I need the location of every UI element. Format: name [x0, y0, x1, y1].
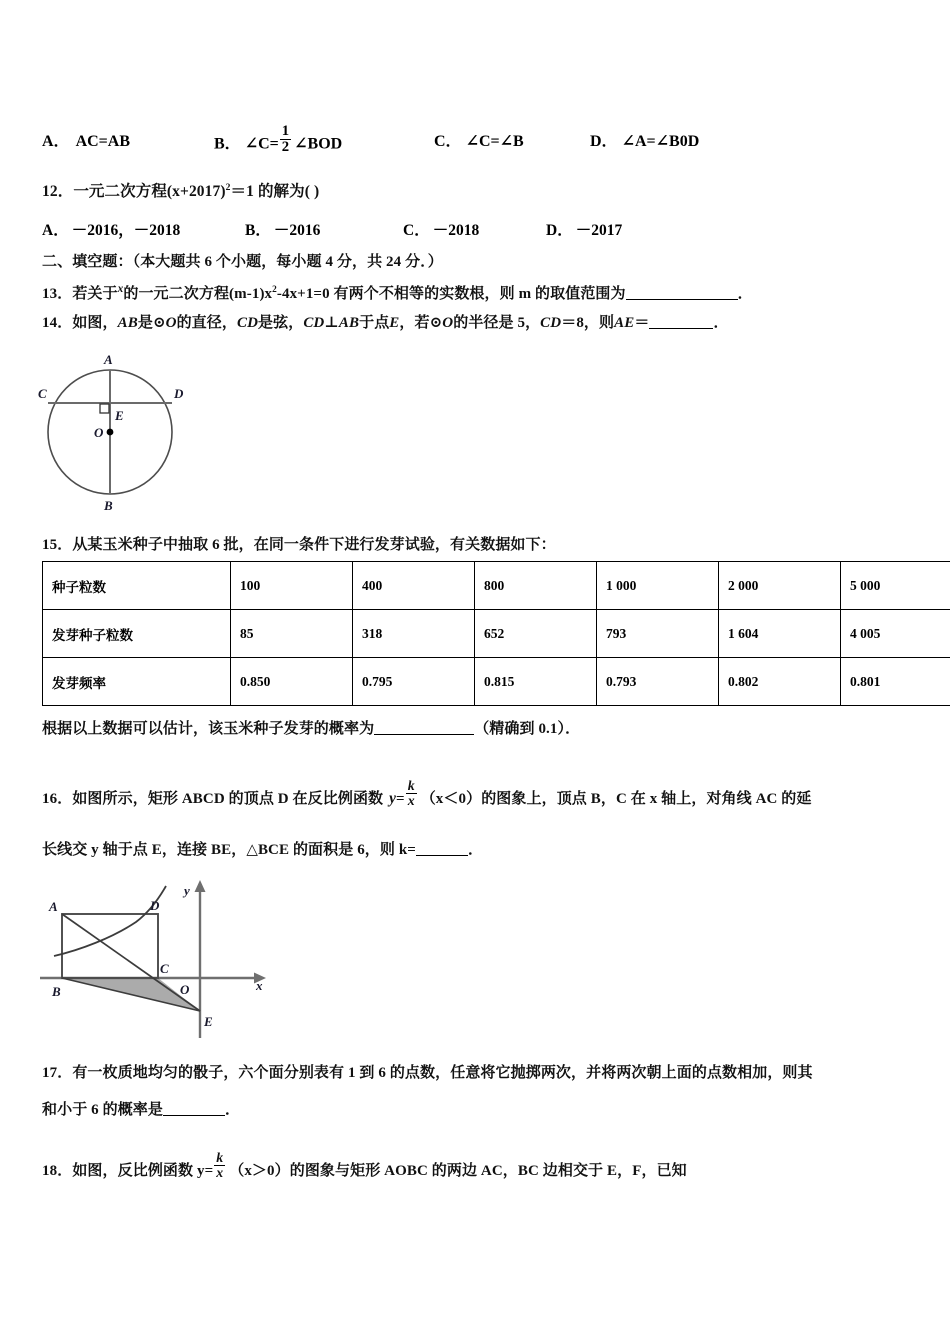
q18-frac-denominator: x — [216, 1164, 224, 1180]
q14-seg-cd-2: CD — [303, 315, 325, 331]
q14-seg-o-1: O — [165, 315, 177, 331]
q17-stem-line2 — [42, 1100, 240, 1122]
q11-option-b[interactable] — [214, 122, 343, 159]
q12-option-d-text: －2017 — [575, 222, 623, 239]
q12-option-a-label: A． — [42, 222, 69, 239]
q12-options-row — [42, 218, 922, 244]
q12-option-d-label: D． — [546, 222, 573, 239]
q14-t7: ，若⊙ — [399, 315, 443, 331]
q12-option-c-text: －2018 — [432, 222, 480, 239]
label-e: E — [204, 1014, 213, 1029]
label-d: D — [174, 386, 184, 401]
q14-seg-ab-1: AB — [117, 315, 138, 331]
q11-option-c[interactable] — [434, 128, 524, 151]
cell-frequency-2: 0.795 — [353, 658, 475, 706]
q16-answer-blank[interactable] — [416, 841, 468, 856]
right-angle-mark — [100, 404, 109, 413]
q16-frac-numerator: k — [407, 777, 415, 793]
q15-stem-text: 从某玉米种子中抽取 6 批，在同一条件下进行发芽试验，有关数据如下： — [72, 537, 556, 553]
table-row — [43, 658, 950, 706]
row-header-frequency: 发芽频率 — [43, 658, 231, 706]
q11-option-d-label: D． — [590, 133, 618, 150]
q16-func-eq: = — [396, 790, 405, 807]
q11-frac-numerator: 1 — [281, 122, 290, 139]
q14-figure — [38, 350, 238, 515]
q11-option-a[interactable] — [42, 128, 130, 151]
cell-seed-count-3: 800 — [475, 562, 597, 610]
q12-option-c[interactable] — [403, 218, 479, 240]
q17-line2-pre: 和小于 6 的概率是 — [42, 1102, 164, 1118]
q12-option-b-text: －2016 — [273, 222, 321, 239]
q15-footer-pre: 根据以上数据可以估计，该玉米种子发芽的概率为 — [42, 721, 375, 737]
q11-option-d[interactable] — [590, 128, 699, 151]
q14-t9: ＝8，则 — [561, 315, 615, 331]
q15-answer-blank[interactable] — [374, 720, 474, 735]
label-o: O — [180, 982, 190, 997]
q14-t8: 的半径是 5， — [453, 315, 541, 331]
q11-option-b-post: ∠BOD — [294, 135, 343, 153]
cell-germinated-4: 793 — [597, 610, 719, 658]
q18-post: （x＞0）的图象与矩形 AOBC 的两边 AC，BC 边相交于 E，F，已知 — [229, 1162, 687, 1179]
q17-line1-text: 有一枚质地均匀的骰子，六个面分别表有 1 到 6 的点数，任意将它抛掷两次，并将两次朝上面的点数相加，则其 — [72, 1065, 813, 1081]
q11-options-row — [42, 118, 922, 155]
cell-frequency-5: 0.802 — [719, 658, 841, 706]
label-b: B — [52, 984, 61, 999]
table-row — [43, 610, 950, 658]
q12-option-a-text: －2016，－2018 — [71, 222, 181, 239]
q14-t2: 是⊙ — [137, 315, 166, 331]
q14-tail: ． — [713, 315, 729, 331]
q13-mid: 的一元二次方程(m-1)x — [123, 286, 273, 302]
label-e: E — [115, 408, 124, 423]
label-c: C — [38, 386, 47, 401]
q14-number: 14． — [42, 315, 73, 331]
q13-exponent: 2 — [272, 285, 277, 295]
q12-option-a[interactable] — [42, 218, 180, 240]
label-a: A — [104, 352, 113, 367]
q16-figure — [40, 876, 270, 1041]
q14-t3: 的直径， — [176, 315, 237, 331]
label-y-axis: y — [184, 883, 190, 898]
q16-line1-pre: 如图所示，矩形 ABCD 的顶点 D 在反比例函数 — [72, 790, 384, 807]
q11-option-b-fraction — [280, 124, 291, 155]
q16-line1-post: （x＜0）的图象上，顶点 B，C 在 x 轴上，对角线 AC 的延 — [420, 790, 812, 807]
q14-seg-ae: AE — [614, 315, 635, 331]
table-row — [43, 562, 950, 610]
q14-answer-blank[interactable] — [649, 314, 713, 329]
cell-germinated-6: 4 005 — [841, 610, 950, 658]
label-x-axis: x — [256, 978, 263, 993]
q12-option-b[interactable] — [245, 218, 320, 240]
section-two-heading: 二、填空题：（本大题共 6 个小题，每小题 4 分，共 24 分．） — [42, 254, 443, 270]
q15-number: 15． — [42, 537, 73, 553]
q11-option-a-text: AC=AB — [75, 133, 131, 150]
q14-t6: 于点 — [359, 315, 390, 331]
q12-option-c-label: C． — [403, 222, 430, 239]
q17-line2-post: ． — [225, 1102, 241, 1118]
cell-germinated-2: 318 — [353, 610, 475, 658]
cell-germinated-3: 652 — [475, 610, 597, 658]
q16-frac-denominator: x — [407, 792, 415, 808]
y-axis-arrow — [195, 880, 206, 892]
q11-option-b-label: B． — [214, 135, 241, 153]
cell-germinated-5: 1 604 — [719, 610, 841, 658]
cell-germinated-1: 85 — [231, 610, 353, 658]
q11-option-b-pre: ∠C= — [244, 135, 279, 153]
q13-number: 13． — [42, 286, 73, 302]
q16-function-fraction — [406, 779, 417, 808]
q14-t1: 如图， — [72, 315, 118, 331]
q11-option-d-text: ∠A=∠B0D — [621, 133, 700, 150]
q18-function-fraction — [214, 1151, 225, 1180]
q17-number: 17． — [42, 1065, 73, 1081]
cell-frequency-3: 0.815 — [475, 658, 597, 706]
q13-answer-blank[interactable] — [626, 285, 738, 300]
cell-frequency-6: 0.801 — [841, 658, 950, 706]
q15-stem — [42, 535, 556, 557]
label-o: O — [94, 425, 104, 440]
q12-option-d[interactable] — [546, 218, 622, 240]
row-header-germinated: 发芽种子粒数 — [43, 610, 231, 658]
q14-seg-cd-1: CD — [236, 315, 259, 331]
q14-stem — [42, 313, 729, 335]
row-header-seed-count: 种子粒数 — [43, 562, 231, 610]
q13-pre: 若关于 — [72, 286, 118, 302]
q16-stem-line1 — [42, 777, 812, 812]
q11-option-c-text: ∠C=∠B — [465, 133, 524, 150]
q14-seg-ab-2: AB — [338, 315, 360, 331]
q11-option-c-label: C． — [434, 133, 462, 150]
q16-stem-line2 — [42, 840, 483, 862]
q14-seg-cd-3: CD — [540, 315, 562, 331]
q18-stem — [42, 1149, 687, 1184]
q14-t10: ＝ — [634, 315, 650, 331]
q14-t4: 是弦， — [258, 315, 304, 331]
cell-seed-count-2: 400 — [353, 562, 475, 610]
cell-frequency-4: 0.793 — [597, 658, 719, 706]
center-point-o — [107, 429, 114, 436]
label-d: D — [150, 898, 160, 913]
q13-stem — [42, 281, 753, 306]
q12-option-b-label: B． — [245, 222, 271, 239]
q18-frac-numerator: k — [216, 1149, 224, 1165]
q18-pre: 如图，反比例函数 y= — [72, 1162, 214, 1179]
q16-func-y: y — [389, 789, 397, 807]
q13-post: -4x+1=0 有两个不相等的实数根，则 m 的取值范围为 — [276, 286, 626, 302]
q17-stem-line1 — [42, 1063, 813, 1085]
label-a: A — [49, 899, 58, 914]
q12-stem-post: ＝1 的解为( ) — [230, 183, 320, 201]
cell-seed-count-1: 100 — [231, 562, 353, 610]
q11-option-a-label: A． — [42, 133, 70, 150]
cell-frequency-1: 0.850 — [231, 658, 353, 706]
germination-data-table — [42, 561, 950, 706]
label-b: B — [104, 498, 113, 513]
q12-stem-pre: 一元二次方程(x+2017) — [73, 183, 226, 201]
q16-line2-post: ． — [467, 842, 484, 858]
q15-footer-post: （精确到 0.1）． — [474, 721, 581, 737]
q14-t5: ⊥ — [324, 315, 339, 331]
cell-seed-count-6: 5 000 — [841, 562, 950, 610]
q11-frac-denominator: 2 — [281, 138, 290, 155]
q17-answer-blank[interactable] — [163, 1101, 225, 1116]
q13-variable: x — [117, 283, 124, 295]
q13-tail: ． — [737, 286, 753, 302]
q12-stem — [42, 181, 319, 204]
q12-exponent: 2 — [225, 182, 231, 193]
cell-seed-count-4: 1 000 — [597, 562, 719, 610]
label-c: C — [160, 961, 169, 976]
q16-number: 16． — [42, 790, 73, 807]
q16-line2-pre: 长线交 y 轴于点 E，连接 BE，△BCE 的面积是 6，则 k= — [42, 842, 416, 858]
q14-seg-o-2: O — [442, 315, 454, 331]
q15-footer — [42, 719, 580, 741]
q18-number: 18． — [42, 1162, 73, 1179]
q14-seg-e: E — [389, 315, 400, 331]
q12-number: 12． — [42, 183, 74, 201]
cell-seed-count-5: 2 000 — [719, 562, 841, 610]
